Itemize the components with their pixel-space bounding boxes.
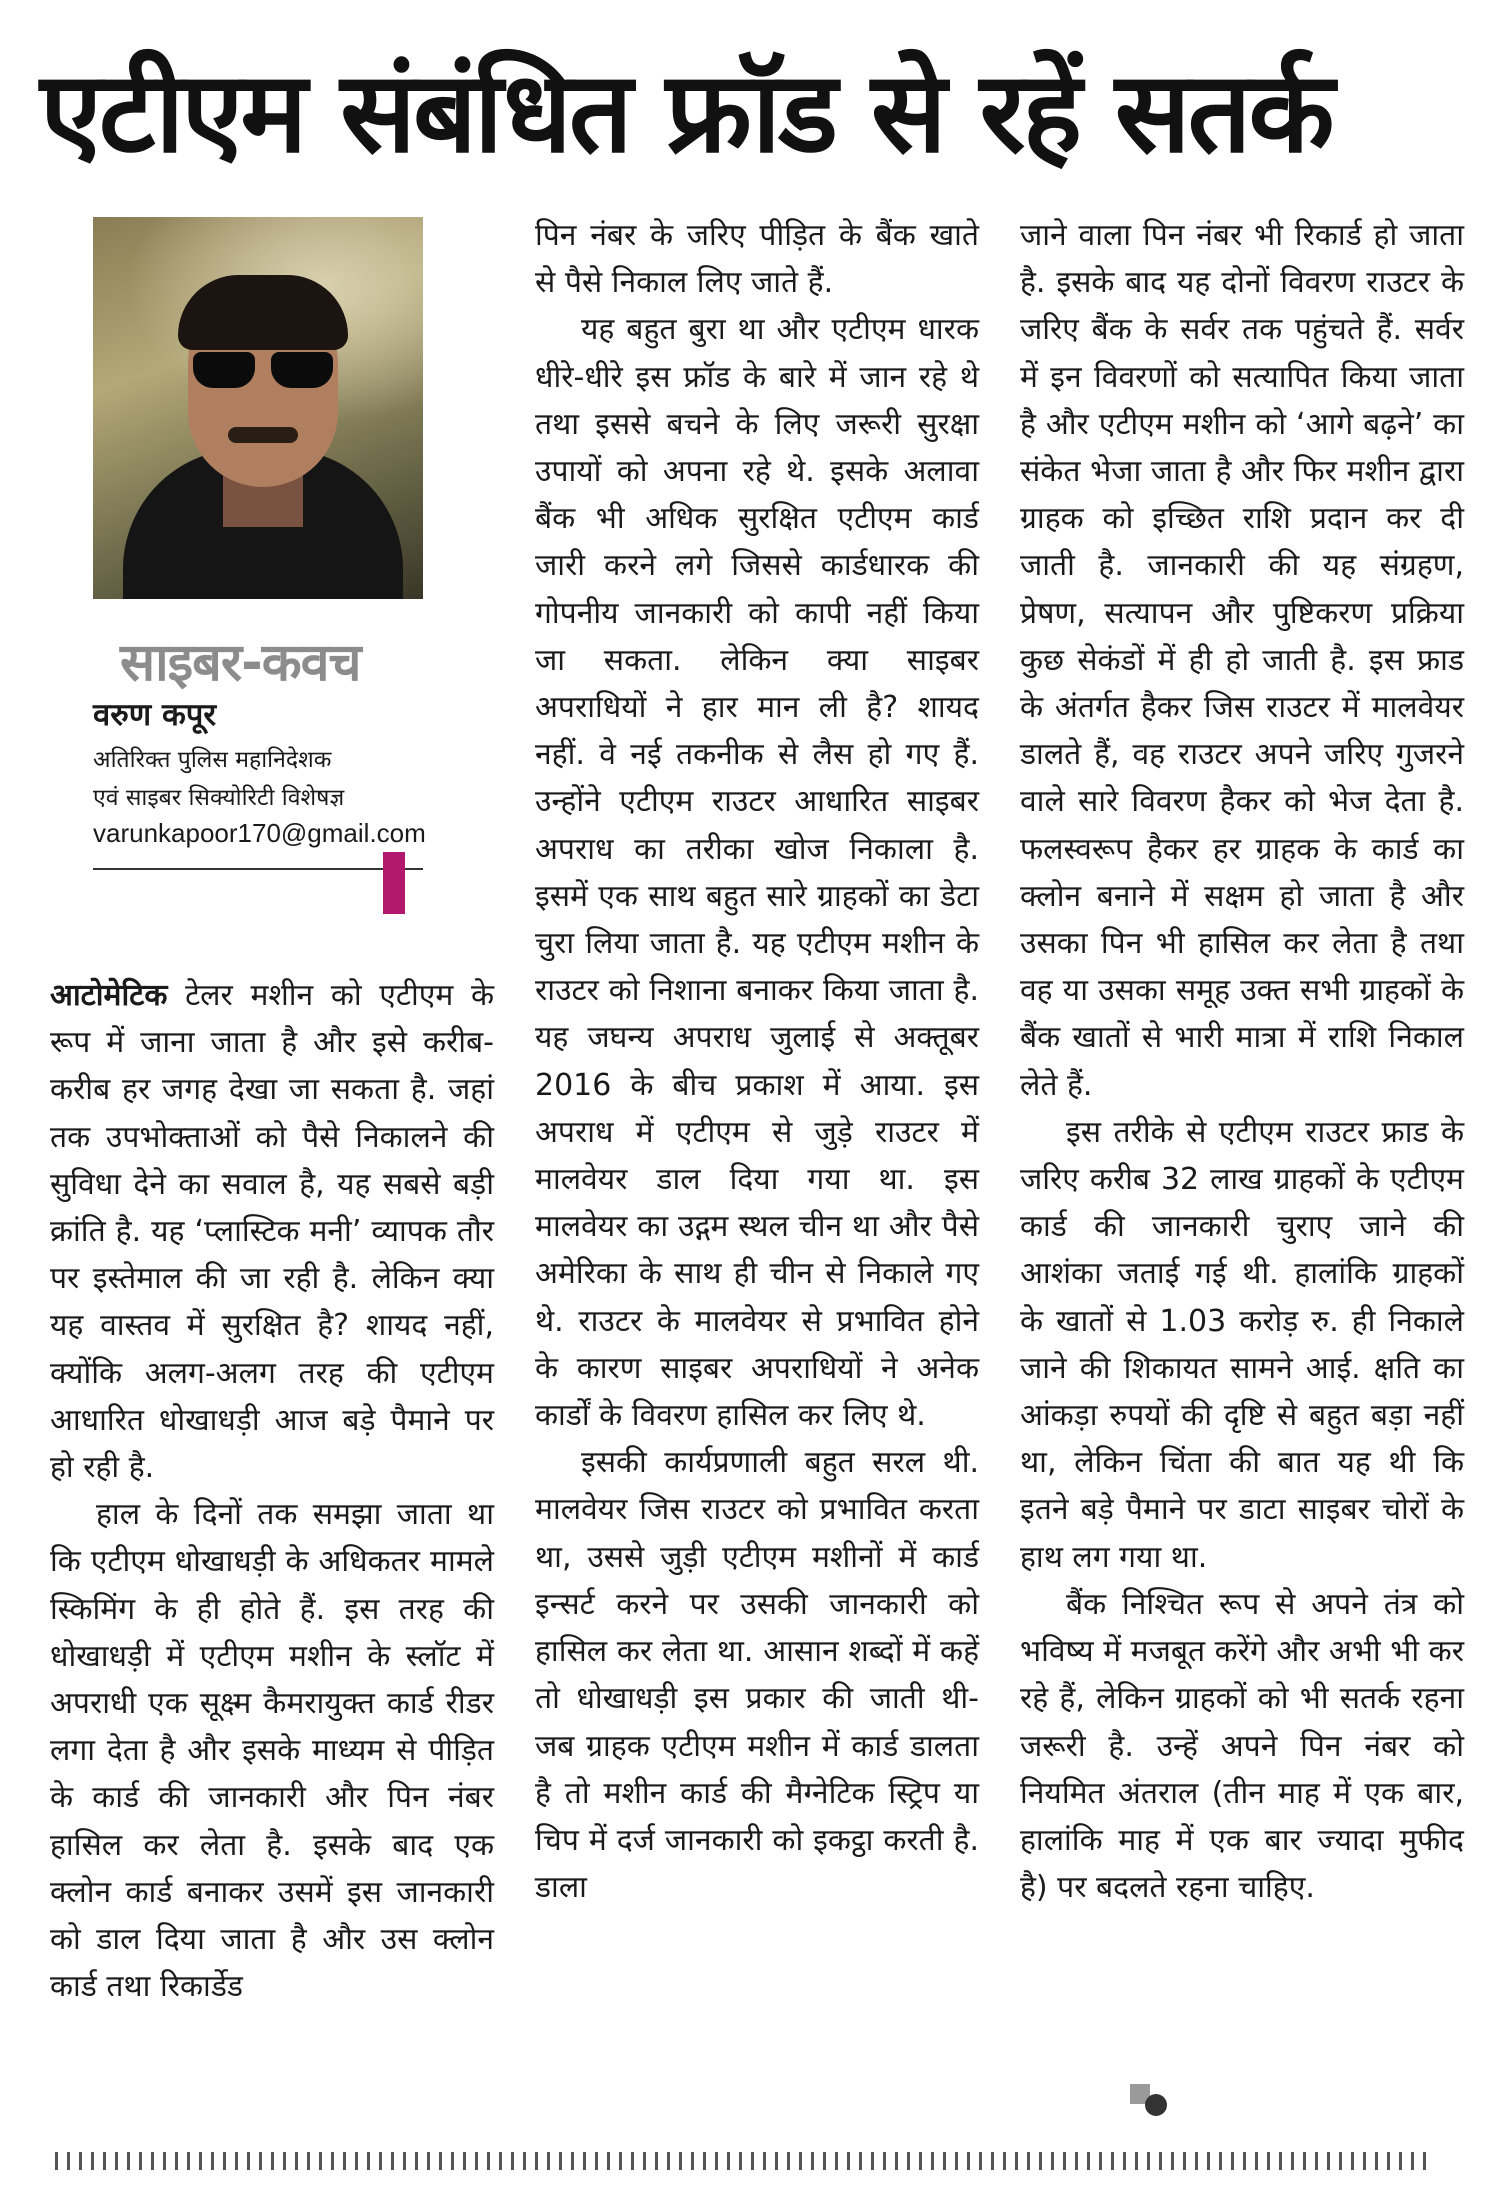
end-dot-icon — [1145, 2094, 1167, 2116]
accent-bar — [383, 852, 405, 914]
column-name: साइबर-कवच — [120, 633, 361, 693]
lead-word: आटोमेटिक — [50, 978, 168, 1013]
footer-dash-rule — [55, 2152, 1430, 2170]
paragraph: जाने वाला पिन नंबर भी रिकार्ड हो जाता है. इसके बाद यह दोनों विवरण राउटर के जरिए बैंक के सर्वर तक पहुंचते हैं. सर्वर में इन विवरणों को सत्यापित किया जाता है और एटीएम मशीन को ‘आगे बढ़ने’ का संकेत भेजा जाता है और फिर मशीन द्वारा ग्राहक को इच्छित राशि प्रदान कर दी जाती है. जानकारी की यह संग्रहण, प्रेषण, सत्यापन और पुष्टिकरण प्रक्रिया कुछ सेकंडों में ही हो जाती है. इस फ्राड के अंतर्गत हैकर जिस राउटर में मालवेयर डालते हैं, वह राउटर अपने जरिए गुजरने वाले सारे विवरण हैकर को भेज देता है. फलस्वरूप हैकर हर ग्राहक के कार्ड का क्लोन बनाने में सक्षम हो जाता है और उसका पिन भी हासिल कर लेता है तथा वह या उसका समूह उक्त सभी ग्राहकों के बैंक खातों से भारी मात्रा में राशि निकाल लेते हैं. — [1020, 218, 1464, 1103]
article-column-1 — [50, 972, 494, 2010]
headline: एटीएम संबंधित फ्रॉड से रहें सतर्क — [40, 48, 1332, 178]
paragraph — [50, 972, 494, 1491]
paragraph: इस तरीके से एटीएम राउटर फ्राड के जरिए करीब 32 लाख ग्राहकों के एटीएम कार्ड की जानकारी चुराए जाने की आशंका जताई गई थी. हालांकि ग्राहकों के खातों से 1.03 करोड़ रु. ही निकाले जाने की शिकायत सामने आई. क्षति का आंकड़ा रुपयों की दृष्टि से बहुत बड़ा नहीं था, लेकिन चिंता की बात यह थी कि इतने बड़े पैमाने पर डाटा साइबर चोरों के हाथ लग गया था. — [1020, 1114, 1464, 1575]
paragraph: पिन नंबर के जरिए पीड़ित के बैंक खाते से पैसे निकाल लिए जाते हैं. — [535, 218, 979, 301]
article-column-3 — [1020, 212, 1464, 1911]
paragraph: यह बहुत बुरा था और एटीएम धारक धीरे-धीरे इस फ्रॉड के बारे में जान रहे थे तथा इससे बचने के लिए जरूरी सुरक्षा उपायों को अपना रहे थे. इसके अलावा बैंक भी अधिक सुरक्षित एटीएम कार्ड जारी करने लगे जिससे कार्डधारक की गोपनीय जानकारी को कापी नहीं किया जा सकता. लेकिन क्या साइबर अपराधियों ने हार मान ली है? शायद नहीं. वे नई तकनीक से लैस हो गए हैं. उन्होंने एटीएम राउटर आधारित साइबर अपराध का तरीका खोज निकाला है. इसमें एक साथ बहुत सारे ग्राहकों का डेटा चुरा लिया जाता है. यह एटीएम मशीन के राउटर को निशाना बनाकर किया जाता है. यह जघन्य अपराध जुलाई से अक्तूबर 2016 के बीच प्रकाश में आया. इस अपराध में एटीएम से जुड़े राउटर में मालवेयर डाल दिया गया था. इस मालवेयर का उद्गम स्थल चीन था और पैसे अमेरिका के साथ ही चीन से निकाले गए थे. राउटर के मालवेयर से प्रभावित होने के कारण साइबर अपराधियों ने अनेक कार्डों के विवरण हासिल कर लिए थे. — [535, 312, 979, 1434]
paragraph: हाल के दिनों तक समझा जाता था कि एटीएम धोखाधड़ी के अधिकतर मामले स्किमिंग के ही होते हैं. इस तरह की धोखाधड़ी में एटीएम मशीन के स्लॉट में अपराधी एक सूक्ष्म कैमरायुक्त कार्ड रीडर लगा देता है और इसके माध्यम से पीड़ित के कार्ड की जानकारी और पिन नंबर हासिल कर लेता है. इसके बाद एक क्लोन कार्ड बनाकर उसमें इस जानकारी को डाल दिया जाता है और उस क्लोन कार्ड तथा रिकार्डेड — [50, 1497, 494, 2005]
author-photo — [93, 217, 423, 599]
byline-rule — [93, 868, 423, 870]
author-email[interactable]: varunkapoor170@gmail.com — [93, 818, 426, 848]
article-column-2 — [535, 212, 979, 1911]
paragraph: इसकी कार्यप्रणाली बहुत सरल थी. मालवेयर जिस राउटर को प्रभावित करता था, उससे जुड़ी एटीएम मशीनों में कार्ड इन्सर्ट करने पर उसकी जानकारी को हासिल कर लेता था. आसान शब्दों में कहें तो धोखाधड़ी इस प्रकार की जाती थी- जब ग्राहक एटीएम मशीन में कार्ड डालता है तो मशीन कार्ड की मैग्नेटिक स्ट्रिप या चिप में दर्ज जानकारी को इकट्ठा करती है. डाला — [535, 1445, 979, 1906]
author-designation-2: एवं साइबर सिक्योरिटी विशेषज्ञ — [93, 785, 345, 811]
paragraph-text: टेलर मशीन को एटीएम के रूप में जाना जाता है और इसे करीब-करीब हर जगह देखा जा सकता है. जहां तक उपभोक्ताओं को पैसे निकालने की सुविधा देने का सवाल है, यह सबसे बड़ी क्रांति है. यह ‘प्लास्टिक मनी’ व्यापक तौर पर इस्तेमाल की जा रही है. लेकिन क्या यह वास्तव में सुरक्षित है? शायद नहीं, क्योंकि अलग-अलग तरह की एटीएम आधारित धोखाधड़ी आज बड़े पैमाने पर हो रही है. — [50, 978, 494, 1486]
author-name: वरुण कपूर — [93, 697, 217, 733]
author-designation: अतिरिक्त पुलिस महानिदेशक — [93, 747, 332, 773]
paragraph: बैंक निश्चित रूप से अपने तंत्र को भविष्य में मजबूत करेंगे और अभी भी कर रहे हैं, लेकिन ग्राहकों को भी सतर्क रहना जरूरी है. उन्हें अपने पिन नंबर को नियमित अंतराल (तीन माह में एक बार, हालांकि माह में एक बार ज्यादा मुफीद है) पर बदलते रहना चाहिए. — [1020, 1586, 1464, 1906]
